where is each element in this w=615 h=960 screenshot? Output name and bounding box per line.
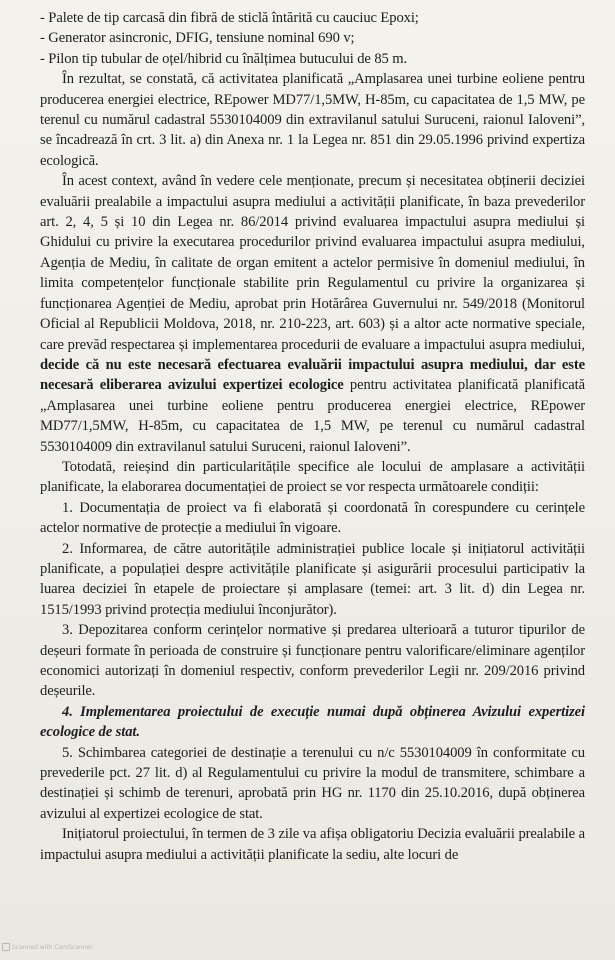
context-text-after: pentru activitatea planificată planificată „Amplasarea unei turbine eoliene pentru producerea energiei electrice, REpower MD77/1,5MW, H-85m, cu capacitatea de 1,5 MW, pe terenul cu numărul cadastral 5530104009 din extravilanul satului Suruceni, raionul Ialoveni”. bbox=[40, 377, 585, 455]
paragraph-context bbox=[40, 171, 585, 457]
paragraph-final: Inițiatorul proiectului, în termen de 3 zile va afișa obligatoriu Decizia evaluării prealabile a impactului asupra mediului a activității planificate la sediu, alte locuri de bbox=[40, 826, 585, 863]
bullet-item: - Generator asincronic, DFIG, tensiune nominal 690 v; bbox=[40, 30, 355, 47]
watermark-text: Scanned with CamScanner bbox=[12, 943, 93, 951]
condition-item-emphasis: 4. Implementarea proiectului de execuție numai după obținerea Avizului expertizei ecologice de stat. bbox=[40, 703, 585, 741]
scanner-logo-icon bbox=[2, 943, 10, 951]
condition-item: 2. Informarea, de către autoritățile administrației publice locale și inițiatorul activității planificate, a populației despre activitățile planificate și asigurării procesului participativ la luarea deciziei în etapele de proiectare și amplasare (temei: art. 3 lit. d) din Legea nr. 1515/1993 privind protecția mediului înconjurător). bbox=[40, 540, 585, 618]
bullet-item: - Palete de tip carcasă din fibră de sticlă întărită cu cauciuc Epoxi; bbox=[40, 10, 419, 26]
decision-text: decide că nu este necesară efectuarea evaluării impactului asupra mediului, dar este necesară eliberarea avizului expertizei ecologice bbox=[40, 356, 585, 394]
paragraph-totodata: Totodată, reieșind din particularitățile specifice ale locului de amplasare a activității planificate, la elaborarea documentației de proiect se vor respecta următoarele condiții: bbox=[40, 458, 585, 496]
scanner-watermark bbox=[2, 938, 93, 958]
condition-item: 5. Schimbarea categoriei de destinație a terenului cu n/c 5530104009 în conformitate cu prevederile pct. 27 lit. d) al Regulamentului cu privire la modul de transmitere, schimbare a destinației și schimb de terenuri, aprobată prin HG nr. 1170 din 25.10.2016, după obținerea avizului al expertizei ecologice de stat. bbox=[40, 744, 585, 822]
paragraph-result: În rezultat, se constată, că activitatea planificată „Amplasarea unei turbine eoliene pentru producerea energiei electrice, REpower MD77/1,5MW, H-85m, cu capacitatea de 1,5 MW, pe terenul cu numărul cadastral 5530104009 din extravilanul satului Suruceni, raionul Ialoveni”, se încadrează în crt. 3 lit. a) din Anexa nr. 1 la Legea nr. 851 din 29.05.1996 privind expertiza ecologică. bbox=[40, 71, 585, 169]
context-text: În acest context, având în vedere cele menționate, precum și necesitatea obținerii deciziei evaluării prealabile a impactului asupra mediului a activității planificate, în baza prevederilor art. 2, 4, 5 și 10 din Legea nr. 86/2014 privind evaluarea impactului asupra mediului și Ghidului cu privire la executarea procedurilor privind evaluarea impactului asupra mediului, Agenția de Mediu, în calitate de organ emitent a actelor permisive în domeniul mediului, în limita competențelor funcționale stabilite prin Regulamentul cu privire la organizarea și funcționarea Agenției de Mediu, aprobat prin Hotărârea Guvernului nr. 549/2018 (Monitorul Oficial al Republicii Moldova, 2018, nr. 210-223, art. 603) și a altor acte normative speciale, care prevăd respectarea și implementarea procedurii de evaluare a impactului asupra mediului, bbox=[40, 173, 585, 353]
condition-item: 3. Depozitarea conform cerințelor normative și predarea ulterioară a tuturor tipurilor de deșeuri formate în perioada de construire și funcționare pentru valorificare/eliminare agenților economici autorizați în domeniul respectiv, conform prevederilor Legii nr. 209/2016 privind deșeurile. bbox=[40, 622, 585, 700]
bullet-item: - Pilon tip tubular de oțel/hibrid cu înălțimea butucului de 85 m. bbox=[40, 50, 408, 67]
condition-item: 1. Documentația de proiect va fi elaborată și coordonată în corespundere cu cerințele actelor normative de protecție a mediului în vigoare. bbox=[40, 499, 585, 537]
